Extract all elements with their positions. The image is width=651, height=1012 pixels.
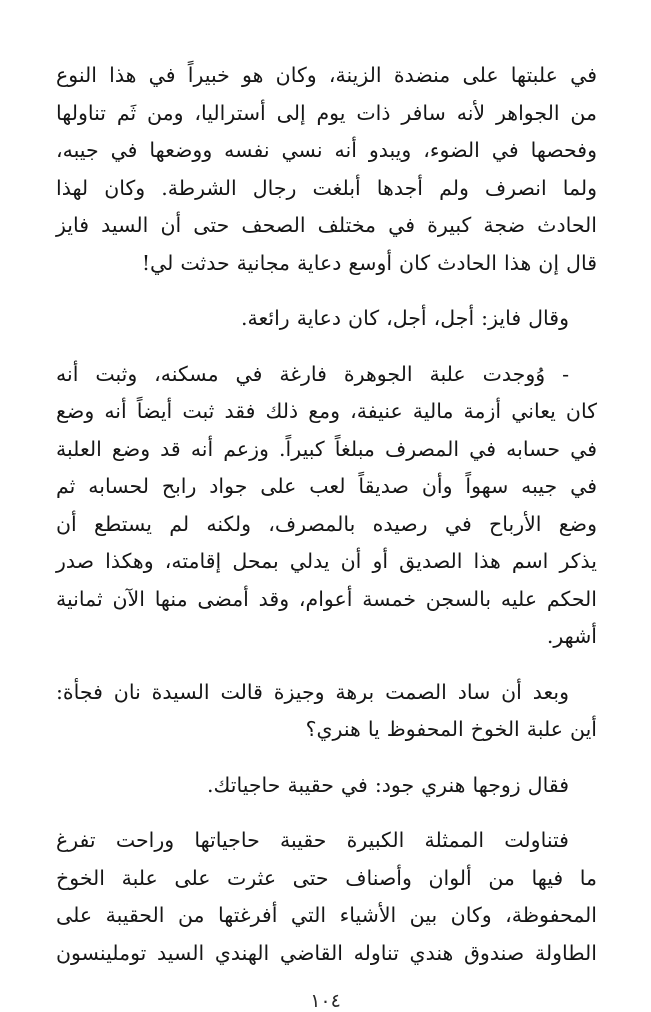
text-line: وضع الأرباح في رصيده بالمصرف، ولكنه لم يستطع أن [56, 511, 597, 536]
text-line: من الجواهر لأنه سافر ذات يوم إلى أستراليا، ومن ثَم تناولها [56, 100, 597, 125]
text-line: أشهر. [546, 624, 597, 648]
paragraph [56, 57, 597, 282]
text-line: - وُوجدت علبة الجوهرة فارغة في مسكنه، وثبت أنه [56, 361, 569, 386]
text-line: أين علبة الخوخ المحفوظ يا هنري؟ [305, 717, 597, 741]
text-line: وفحصها في الضوء، ويبدو أنه نسي نفسه ووضعها في جيبه، [56, 138, 597, 162]
text-line: يذكر اسم هذا الصديق أو أن يدلي بمحل إقامته، وهكذا صدر [56, 549, 597, 573]
text-line: الحكم عليه بالسجن خمسة أعوام، وقد أمضى منها الآن ثمانية [56, 586, 597, 611]
text-block [56, 57, 597, 972]
text-line: فقال زوجها هنري جود: في حقيبة حاجياتك. [206, 772, 569, 797]
text-line: ما فيها من ألوان وأصناف حتى عثرت على علبة الخوخ [56, 865, 597, 890]
text-line: كان يعاني أزمة مالية عنيفة، ومع ذلك فقد ثبت أيضاً أنه وضع [56, 399, 597, 423]
text-line: في جيبه سهواً وأن صديقاً لعب على جواد رابح لحسابه ثم [56, 474, 597, 498]
text-line: في حسابه في المصرف مبلغاً كبيراً. وزعم أنه قد وضع العلبة [56, 436, 597, 461]
paragraph [56, 300, 597, 338]
text-line: وقال فايز: أجل، أجل، كان دعاية رائعة. [241, 306, 569, 330]
text-line: قال إن هذا الحادث كان أوسع دعاية مجانية حدثت لي! [141, 250, 597, 275]
text-line: فتناولت الممثلة الكبيرة حقيبة حاجياتها وراحت تفرغ [56, 828, 569, 852]
text-line: ولما انصرف ولم أجدها أبلغت رجال الشرطة. وكان لهذا [56, 175, 597, 200]
paragraph [56, 822, 597, 972]
text-line: المحفوظة، وكان بين الأشياء التي أفرغتها من الحقيبة على [56, 903, 597, 927]
text-line: الطاولة صندوق هندي تناوله القاضي الهندي السيد توملينسون [56, 940, 597, 965]
paragraph [56, 674, 597, 749]
paragraph [56, 767, 597, 805]
paragraph [56, 356, 597, 656]
text-line: وبعد أن ساد الصمت برهة وجيزة قالت السيدة نان فجأة: [56, 679, 569, 704]
text-line: في علبتها على منضدة الزينة، وكان هو خبيراً في هذا النوع [56, 63, 597, 87]
text-line: الحادث ضجة كبيرة في مختلف الصحف حتى أن السيد فايز [56, 213, 597, 237]
page-number: ١٠٤ [310, 990, 341, 1012]
